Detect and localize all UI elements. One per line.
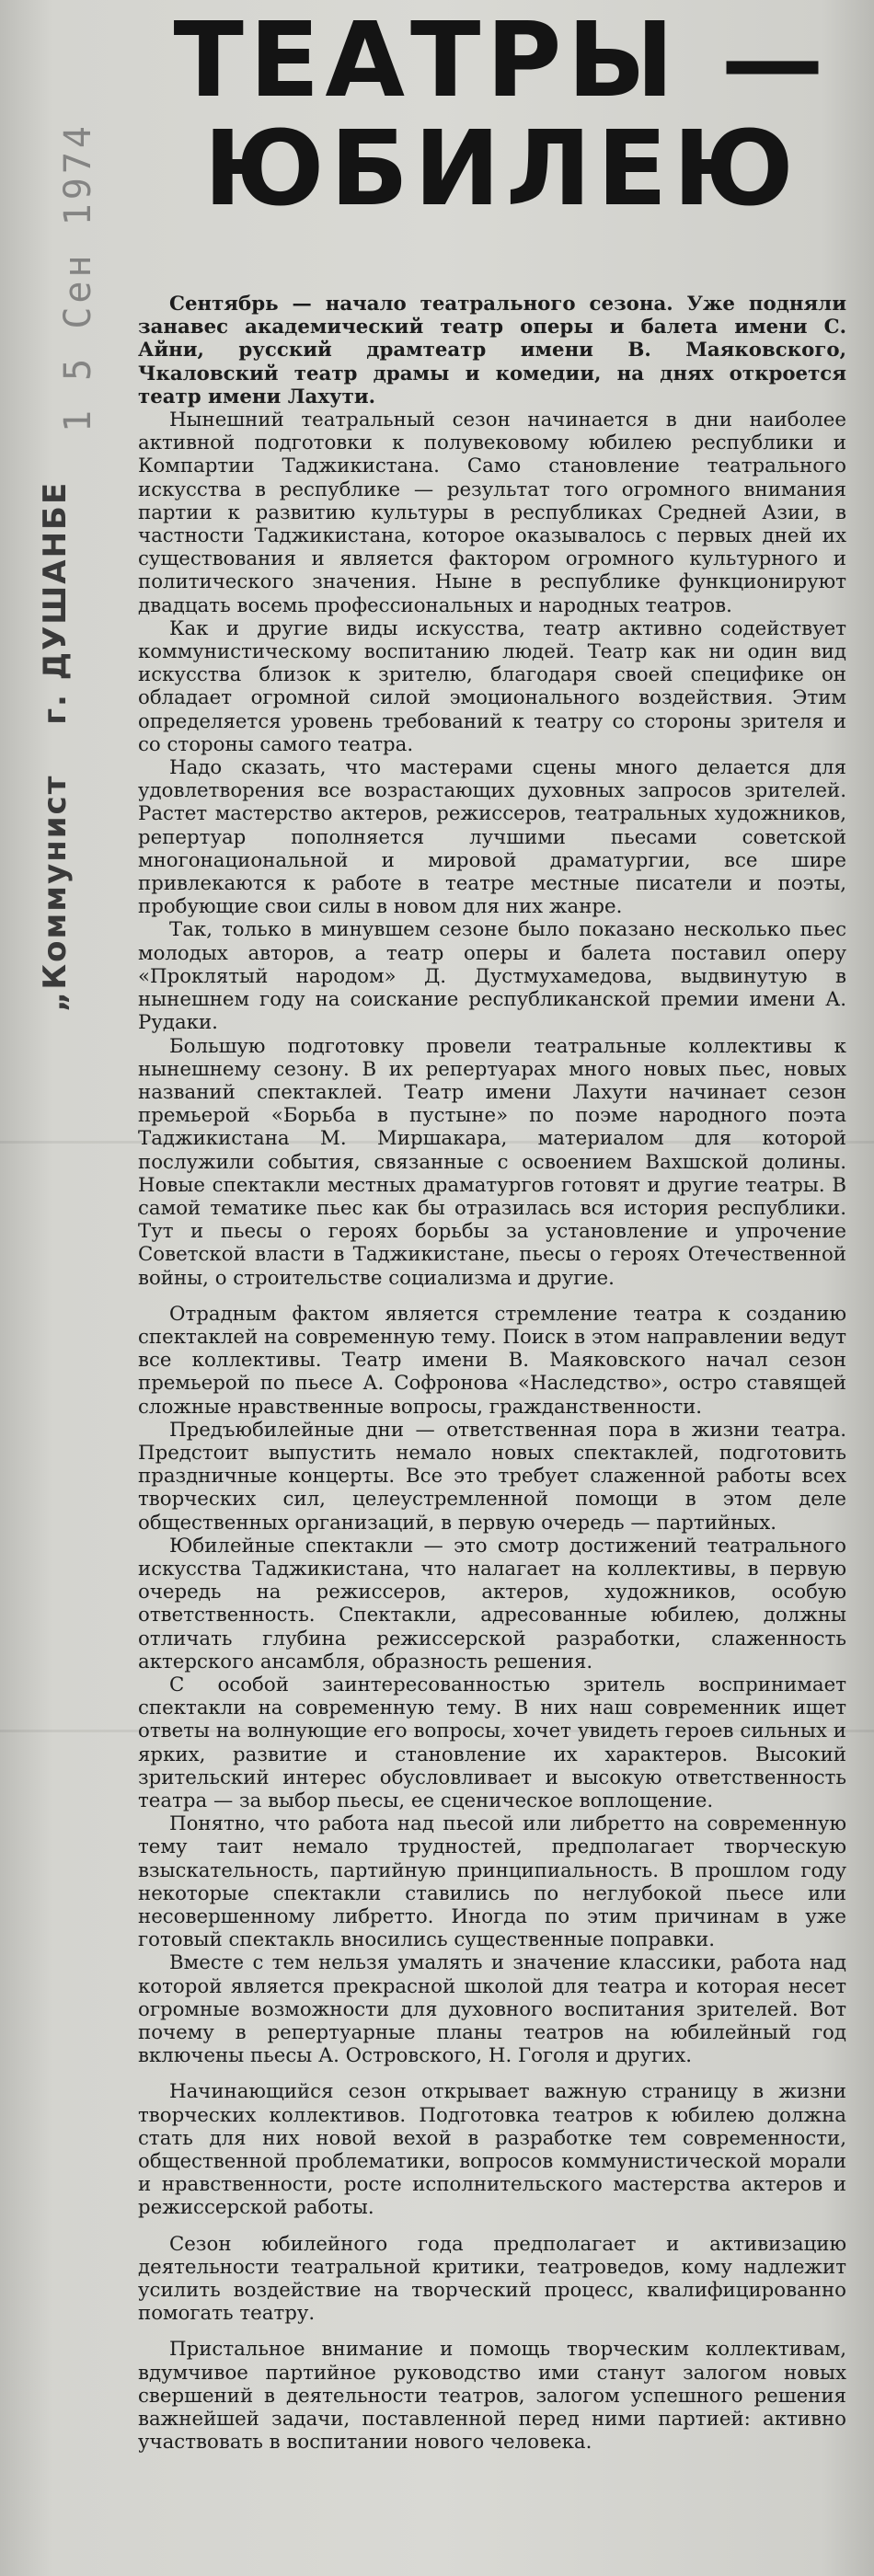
stamp-date: 1 5 Сен 1974 [57, 122, 99, 432]
headline-line-1: ТЕАТРЫ — [173, 1, 830, 121]
stamp-city: г. ДУШАНБЕ [37, 480, 74, 725]
article-paragraph: Надо сказать, что мастерами сцены много делается для удовлетворения все возрастающих духовных запросов зрителей. Растет мастерство актеров, режиссеров, театральных художников, репертуар пополняется лучшими пьесами советской многонациональной и мировой драматургии, все шире привлекаются к работе в театре местные писатели и поэты, пробующие свои силы в новом для них жанре. [138, 756, 846, 919]
article-paragraph: Предъюбилейные дни — ответственная пора в жизни театра. Предстоит выпустить немало новых спектаклей, подготовить праздничные концерты. Все это требует слаженной работы всех творческих сил, целеустремленной помощи в этом деле общественных организаций, в первую очередь — партийных. [138, 1418, 846, 1535]
stamp-newspaper: „Коммунист [37, 774, 74, 1012]
article-paragraph: Нынешний театральный сезон начинается в дни наиболее активной подготовки к полувековому юбилею республики и Компартии Таджикистана. Само становление театрального искусства в республике — результат того огромного внимания партии к развитию культуры в республиках Средней Азии, в частности Таджикистана, которое оказывалось с первых дней их существования и является фактором огромного культурного и политического значения. Ныне в республике функционируют двадцать восемь профессиональных и народных театров. [138, 408, 846, 617]
article-paragraph: Так, только в минувшем сезоне было показано несколько пьес молодых авторов, а театр оперы и балета поставил оперу «Проклятый народом» Д. Дустмухамедова, выдвинутую в нынешнем году на соискание республиканской премии имени А. Рудаки. [138, 918, 846, 1035]
article-paragraph: Отрадным фактом является стремление театра к созданию спектаклей на современную тему. Поиск в этом направлении ведут все коллективы. Театр имени В. Маяковского начал сезон премьерой по пьесе А. Софронова «Наследство», остро ставящей сложные нравственные вопросы, гражданственности. [138, 1302, 846, 1419]
article-paragraph: Понятно, что работа над пьесой или либретто на современную тему таит немало трудностей, предполагает творческую взыскательность, партийную принципиальность. В прошлом году некоторые спектакли ставились по неглубокой пьесе или несовершенному либретто. Иногда по этим причинам в уже готовый спектакль вносились существенные поправки. [138, 1812, 846, 1952]
article-paragraph: Вместе с тем нельзя умалять и значение классики, работа над которой является прекрасной школой для театра и которая несет огромные возможности для духовного воспитания зрителей. Вот почему в репертуарные планы театров на юбилейный год включены пьесы А. Островского, Н. Гоголя и других. [138, 1951, 846, 2068]
headline-line-2: ЮБИЛЕЮ [203, 109, 799, 229]
article-paragraph: Большую подготовку провели театральные коллективы к нынешнему сезону. В их репертуарах много новых пьес, новых названий спектаклей. Театр имени Лахути начинает сезон премьерой «Борьба в пустыне» по поэме народного поэта Таджикистана М. Миршакара, материалом для которой послужили события, связанные с освоением Вахшской долины. Новые спектакли местных драматургов готовят и другие театры. В самой тематике пьес как бы отразилась вся история республики. Тут и пьесы о героях борьбы за установление и упрочение Советской власти в Таджикистане, пьесы о героях Отечественной войны, о строительстве социализма и другие. [138, 1034, 846, 1290]
article-paragraph: Начинающийся сезон открывает важную страницу в жизни творческих коллективов. Подготовка театров к юбилею должна стать для них новой вехой в разработке тем современности, общественной проблематики, вопросов коммунистической морали и нравственности, росте исполнительского мастерства актеров и режиссерской работы. [138, 2080, 846, 2220]
article-paragraph: Пристальное внимание и помощь творческим коллективам, вдумчивое партийное руководство ими станут залогом новых свершений в деятельности театров, залогом успешного решения важнейшей задачи, поставленной перед ними партией: активно участвовать в воспитании нового человека. [138, 2338, 846, 2455]
date-stamp [57, 122, 99, 432]
article-paragraph: Сентябрь — начало театрального сезона. Уже подняли занавес академический театр оперы и балета имени С. Айни, русский драмтеатр имени В. Маяковского, Чкаловский театр драмы и комедии, на днях откроется театр имени Лахути. [138, 293, 846, 408]
article-headline [147, 1, 856, 229]
article-paragraph: Сезон юбилейного года предполагает и активизацию деятельности театральной критики, театроведов, кому надлежит усилить воздействие на творческий процесс, квалифицированно помогать театру. [138, 2232, 846, 2326]
article-paragraph: Как и другие виды искусства, театр активно содействует коммунистическому воспитанию людей. Театр как ни один вид искусства близок к зрителю, благодаря своей специфике он обладает огромной силой эмоционального воздействия. Этим определяется уровень требований к театру со стороны зрителя и со стороны самого театра. [138, 616, 846, 756]
article-paragraph: С особой заинтересованностью зритель воспринимает спектакли на современную тему. В них наш современник ищет ответы на волнующие его вопросы, хочет увидеть героев сильных и ярких, развитие и становление их характеров. Высокий зрительский интерес обусловливает и высокую ответственность театра — за выбор пьесы, ее сценическое воплощение. [138, 1673, 846, 1812]
article-body [138, 293, 846, 2565]
source-stamp [37, 444, 74, 1012]
article-paragraph: Юбилейные спектакли — это смотр достижений театрального искусства Таджикистана, что налагает на коллективы, в первую очередь на режиссеров, актеров, художников, особую ответственность. Спектакли, адресованные юбилею, должны отличать глубина режиссерской разработки, слаженность актерского ансамбля, образность решения. [138, 1534, 846, 1673]
